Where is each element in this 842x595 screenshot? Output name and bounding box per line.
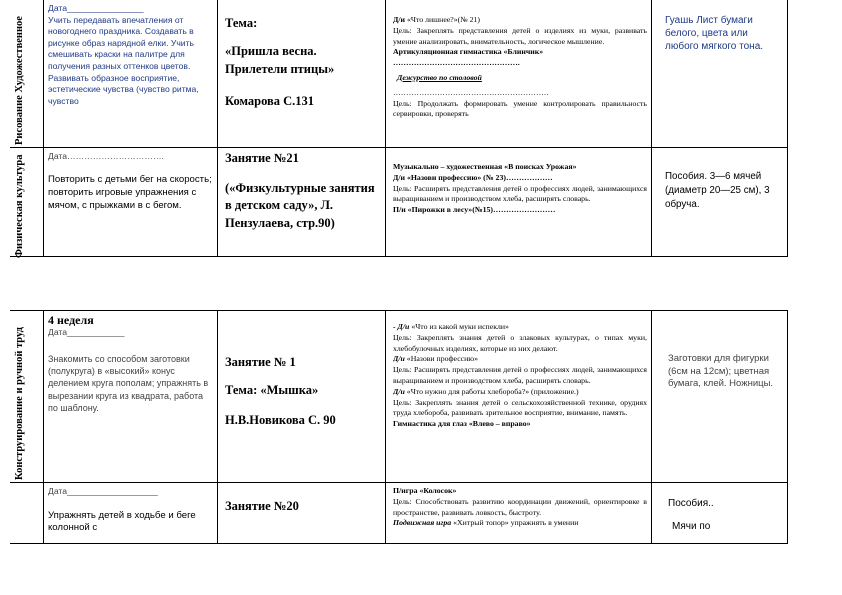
table-line bbox=[217, 0, 218, 257]
table-line bbox=[43, 310, 44, 544]
row1-game: Артикуляционная гимнастика «Блинчик» bbox=[393, 47, 544, 57]
row4-goals: Упражнять детей в ходьбе и беге колонной с bbox=[48, 509, 196, 533]
row3-game: Цель: Закреплять знания детей о злаковых культурах, о типах муки, хлебобулочных изделиях, которые из них делают. bbox=[393, 332, 647, 353]
row2-theme-cell bbox=[225, 150, 381, 254]
row2-game: Цель: Расширять представления детей о профессиях людей, занимающихся выращиванием и производством хлеба, расширять словарь. bbox=[393, 183, 647, 204]
row3-theme: Тема: «Мышка» bbox=[225, 383, 319, 397]
row3-game: Цель: Расширять представления детей о профессиях людей, занимающихся выращиванием и производством хлеба, расширять словарь. bbox=[393, 365, 647, 385]
row3-side-label: Конструирование и ручной труд bbox=[14, 327, 25, 480]
row4-game: Цель: Способствовать развитию координации движений, ориентировке в пространстве, развивать ловкость, быстроту. bbox=[393, 496, 647, 517]
row4-theme-cell bbox=[225, 497, 381, 542]
row1-goals: Учить передавать впечатления от новогоднего праздника. Создавать в рисунке образ нарядной елки. Учить смешивать краски на палитре для получения разных оттенков цветов. Развивать образное восприятие, эстетические чувства (чувство ритма, чувство bbox=[48, 14, 199, 106]
row2-goals: Повторить с детьми бег на скорость; повторить игровые упражнения с мячом, с прыжками в с бегом. bbox=[48, 173, 212, 211]
row1-game: …………………………………………. bbox=[393, 58, 520, 68]
row1-game: …………………………………………………… bbox=[393, 87, 549, 97]
row1-theme: «Пришла весна. Прилетели птицы» bbox=[225, 44, 335, 76]
table-line bbox=[651, 310, 652, 544]
table-line bbox=[10, 543, 788, 544]
row2-game: Музыкально – художественная «В поисках Урожая» bbox=[393, 162, 577, 171]
row3-lesson: Занятие № 1 bbox=[225, 355, 296, 369]
row4-materials-2: Мячи по bbox=[672, 521, 711, 532]
row4-game: Подвижная игра «Хитрый топор» упражнять в умении bbox=[393, 518, 579, 528]
row1-games-cell bbox=[393, 15, 647, 147]
table-line bbox=[385, 310, 386, 544]
row2-side-label: Физическая культура bbox=[14, 154, 25, 258]
row1-goals-cell bbox=[48, 3, 214, 145]
row3-materials: Заготовки для фигурки (6см на 12см); цветная бумага, клей. Ножницы. bbox=[668, 353, 774, 389]
table-line bbox=[43, 0, 44, 257]
row2-theme: («Физкультурные занятия в детском саду», Л. Пензулаева, стр.90) bbox=[225, 180, 375, 230]
row1-materials: Гуашь Лист бумаги белого, цвета или любого мягкого тона. bbox=[665, 15, 764, 52]
row2-game: Д/и «Назови профессию» (№ 23)……………… bbox=[393, 172, 553, 182]
row4-materials-cell bbox=[668, 497, 784, 542]
row4-goals-cell bbox=[48, 486, 214, 542]
table-line bbox=[10, 147, 788, 148]
row3-author: Н.В.Новикова С. 90 bbox=[225, 413, 336, 427]
row3-goals: Знакомить со способом заготовки (полукруга) в «высокий» конус делением круга пополам; упражнять в вырезании круга из квадрата, работа по шаблону. bbox=[48, 353, 209, 414]
row1-game: Дежурство по столовой bbox=[397, 72, 482, 82]
table-line bbox=[10, 482, 788, 483]
table-line bbox=[385, 0, 386, 257]
table-line bbox=[217, 310, 218, 544]
row2-materials: Пособия. 3—6 мячей (диаметр 20—25 см), 3 обруча. bbox=[665, 171, 770, 210]
row1-side-label: Рисование Художественное bbox=[14, 16, 25, 145]
row4-lesson: Занятие №20 bbox=[225, 499, 299, 513]
row3-goals-cell bbox=[48, 313, 214, 481]
row3-date: Дата____________ bbox=[48, 327, 125, 337]
row4-date: Дата___________________ bbox=[48, 486, 158, 496]
row1-theme-cell bbox=[225, 14, 381, 144]
row3-week: 4 неделя bbox=[48, 313, 94, 327]
row1-theme-label: Тема: bbox=[225, 16, 258, 30]
row3-game: Цель: Закреплять знания детей о сельскохозяйственной технике, орудиях труда хлебороба, развивать зрительное восприятие, внимание, память. bbox=[393, 397, 647, 418]
row1-game: Цель: Продолжать формировать умение контролировать правильность сервировки, проверять bbox=[393, 98, 647, 119]
row3-theme-cell bbox=[225, 353, 381, 473]
row3-games-cell bbox=[393, 322, 647, 482]
row4-games-cell bbox=[393, 486, 647, 542]
row1-date: Дата________________ bbox=[48, 3, 144, 13]
row1-game: Д/и «Что лишнее?»(№ 21) bbox=[393, 15, 480, 24]
row3-game: Гимнастика для глаз «Влево – вправо» bbox=[393, 419, 531, 429]
table-line bbox=[10, 256, 788, 257]
row2-date: Дата……………………………. bbox=[48, 151, 164, 161]
row4-game: П/игра «Колосок» bbox=[393, 486, 457, 495]
row3-game: Д/и «Что нужно для работы хлебороба?» (приложение.) bbox=[393, 386, 579, 396]
row4-materials-1: Пособия.. bbox=[668, 498, 714, 509]
table-line bbox=[651, 0, 652, 257]
row2-goals-cell bbox=[48, 151, 214, 255]
row1-author: Комарова С.131 bbox=[225, 94, 315, 108]
row2-lesson: Занятие №21 bbox=[225, 151, 299, 165]
row1-game: Цель: Закреплять представления детей о изделиях из муки, развивать умение анализировать, внимательность, логическое мышление. bbox=[393, 25, 647, 46]
table-line bbox=[787, 0, 788, 257]
row2-games-cell bbox=[393, 162, 647, 255]
table-line bbox=[787, 310, 788, 544]
row2-game: П/и «Пирожки в лесу»(№15)…………………… bbox=[393, 205, 556, 215]
row3-game: Д/и «Назови профессию» bbox=[393, 354, 479, 364]
table-line bbox=[10, 310, 788, 311]
row3-game: - Д/и «Что из какой муки испекли» bbox=[393, 322, 509, 331]
